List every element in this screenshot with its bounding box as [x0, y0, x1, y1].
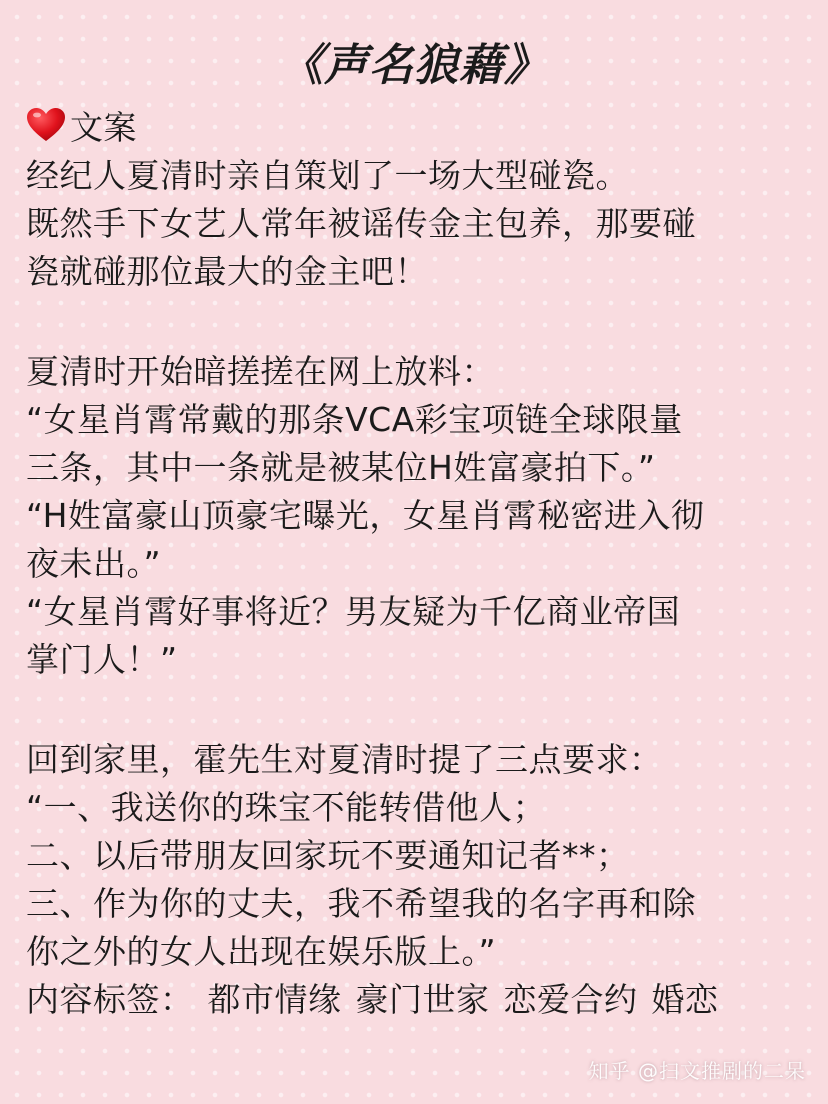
section-label: 文案 — [70, 108, 137, 147]
text-line: 二、以后带朋友回家玩不要通知记者**； — [26, 836, 630, 875]
paragraph-gap — [26, 684, 816, 736]
red-heart-icon — [26, 107, 66, 143]
text-line: 掌门人！” — [26, 640, 178, 679]
text-line: 既然手下女艺人常年被谣传金主包养，那要碰 — [26, 204, 696, 243]
watermark: 知乎 @扫文推剧的二呆 — [588, 1059, 806, 1083]
text-line: 夜未出。” — [26, 544, 162, 583]
tag-item: 恋爱合约 — [503, 980, 638, 1019]
text-line: 夏清时开始暗搓搓在网上放料： — [26, 352, 495, 391]
text-line: “女星肖霄好事将近？男友疑为千亿商业帝国 — [26, 592, 681, 631]
tags-label: 内容标签： — [26, 980, 194, 1019]
book-title: 《声名狼藉》 — [279, 40, 549, 91]
text-line: 回到家里，霍先生对夏清时提了三点要求： — [26, 740, 663, 779]
paragraph-gap — [26, 296, 816, 348]
content-tags — [26, 976, 816, 1024]
text-line: “女星肖霄常戴的那条VCA彩宝项链全球限量 — [26, 400, 683, 439]
text-line: “H姓富豪山顶豪宅曝光，女星肖霄秘密进入彻 — [26, 496, 705, 535]
text-line: 瓷就碰那位最大的金主吧！ — [26, 252, 428, 291]
text-line: 三、作为你的丈夫，我不希望我的名字再和除 — [26, 884, 696, 923]
text-line: 三条，其中一条就是被某位H姓富豪拍下。” — [26, 448, 656, 487]
tag-item: 都市情缘 — [207, 980, 342, 1019]
section-header — [26, 104, 816, 152]
text-line: 你之外的女人出现在娱乐版上。” — [26, 932, 497, 971]
synopsis-content — [26, 104, 816, 1024]
tag-item: 豪门世家 — [355, 980, 490, 1019]
text-line: “一、我送你的珠宝不能转借他人； — [26, 788, 547, 827]
text-line: 经纪人夏清时亲自策划了一场大型碰瓷。 — [26, 156, 629, 195]
tag-item: 婚恋 — [651, 980, 719, 1019]
